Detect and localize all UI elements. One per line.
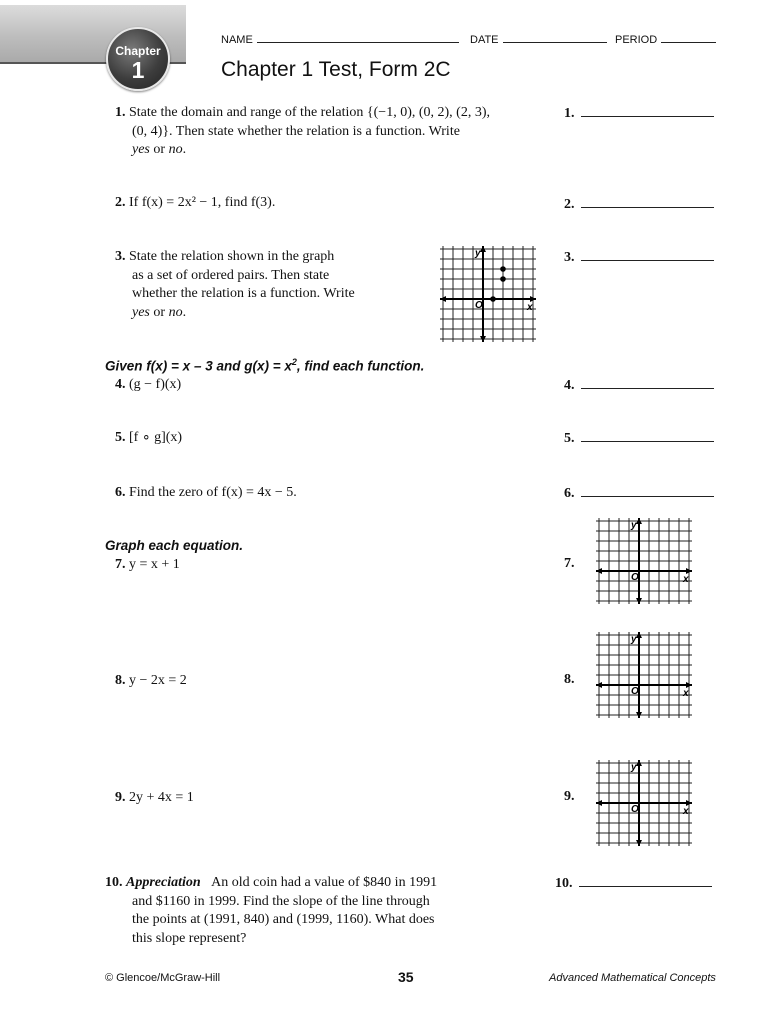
answer-4-blank[interactable] [581,376,714,389]
problem-7-text: y = x + 1 [129,557,180,572]
date-field [470,33,607,46]
problem-4 [115,376,181,395]
problem-2-text: If f(x) = 2x² − 1, find f(3). [129,195,276,210]
page-number: 35 [398,969,414,985]
problem-3-number: 3. [115,249,126,264]
problem-7-number: 7. [115,557,126,572]
x-axis-label: x [683,688,689,699]
answer-3-blank[interactable] [581,248,714,261]
answer-2: 2. [564,195,714,213]
problem-10-line4: this slope represent? [132,930,247,946]
problem-3-line3: whether the relation is a function. Write [132,286,355,301]
page-title: Chapter 1 Test, Form 2C [221,58,451,81]
graph-point [500,266,506,272]
problem-10-title: Appreciation [126,875,201,890]
chapter-badge-word: Chapter [115,44,161,58]
problem-4-text: (g − f)(x) [129,377,182,392]
origin-label: O [631,804,639,815]
problem-9 [115,789,194,808]
problem-8-graph[interactable] [596,632,692,718]
problem-3-line2: as a set of ordered pairs. Then state [132,267,330,283]
problem-5-text: [f ∘ g](x) [129,430,183,445]
problem-1-line2: (0, 4)}. Then state whether the relation is a function. Write [132,123,460,139]
problem-1-number: 1. [115,105,126,120]
footer-book-title: Advanced Mathematical Concepts [549,972,716,984]
answer-3: 3. [564,248,714,266]
name-field [221,33,459,46]
answer-6-blank[interactable] [581,484,714,497]
origin-label: O [631,686,639,697]
y-axis-label: y [631,634,637,645]
problem-3-line1: State the relation shown in the graph [129,249,335,264]
problem-9-number: 9. [115,790,126,805]
y-axis-label: y [631,762,637,773]
graph-point [490,296,496,302]
section-heading-functions: Given f(x) = x – 3 and $g(x) = x^2$, find each function. [105,357,425,374]
problem-10-line1: An old coin had a value of $840 in 1991 [211,875,438,890]
problem-6-text: Find the zero of f(x) = 4x − 5. [129,485,297,500]
problem-1 [115,104,555,160]
answer-4: 4. [564,376,714,394]
problem-3-graph [440,246,536,342]
answer-8: 8. [564,672,575,687]
name-blank[interactable] [257,33,459,43]
problem-1-line3: yes or no. [132,142,187,157]
answer-10-blank[interactable] [579,874,712,887]
period-field [615,33,716,46]
name-label: NAME [221,34,253,46]
date-label: DATE [470,34,499,46]
answer-9: 9. [564,789,575,804]
problem-10-number: 10. [105,875,123,890]
problem-5-number: 5. [115,430,126,445]
problem-9-graph[interactable] [596,760,692,846]
answer-1-blank[interactable] [581,104,714,117]
answer-5-blank[interactable] [581,429,714,442]
problem-10 [105,874,555,948]
problem-2 [115,194,275,213]
date-blank[interactable] [503,33,607,43]
x-axis-label: x [683,806,689,817]
answer-7: 7. [564,556,575,571]
problem-7 [115,556,180,575]
problem-5 [115,429,182,448]
problem-2-number: 2. [115,195,126,210]
y-axis-label: y [475,248,481,259]
section-heading-graph: Graph each equation. [105,538,244,553]
problem-1-line1: State the domain and range of the relation {(−1, 0), (0, 2), (2, 3), [129,105,491,120]
answer-6: 6. [564,484,714,502]
problem-8-text: y − 2x = 2 [129,673,187,688]
answer-1: 1. [564,104,714,122]
chapter-badge-number: 1 [131,57,145,83]
problem-3-line4: yes or no. [132,304,187,320]
problem-9-text: 2y + 4x = 1 [129,790,194,805]
problem-8-number: 8. [115,673,126,688]
problem-10-line3: the points at (1991, 840) and (1999, 1160). What does [132,912,435,927]
problem-8 [115,672,187,691]
origin-label: O [631,572,639,583]
problem-6 [115,484,297,503]
problem-10-line2: and $1160 in 1999. Find the slope of the line through [132,893,430,909]
answer-5: 5. [564,429,714,447]
period-label: PERIOD [615,34,658,46]
chapter-badge [106,27,170,91]
x-axis-label: x [683,574,689,585]
graph-point [500,276,506,282]
footer-copyright: © Glencoe/McGraw-Hill [105,972,221,984]
origin-label: O [475,300,483,311]
answer-10: 10. [555,874,712,892]
answer-2-blank[interactable] [581,195,714,208]
y-axis-label: y [631,520,637,531]
problem-7-graph[interactable] [596,518,692,604]
problem-4-number: 4. [115,377,126,392]
x-axis-label: x [527,302,533,313]
problem-6-number: 6. [115,485,126,500]
problem-3 [115,248,425,322]
period-blank[interactable] [661,33,716,43]
